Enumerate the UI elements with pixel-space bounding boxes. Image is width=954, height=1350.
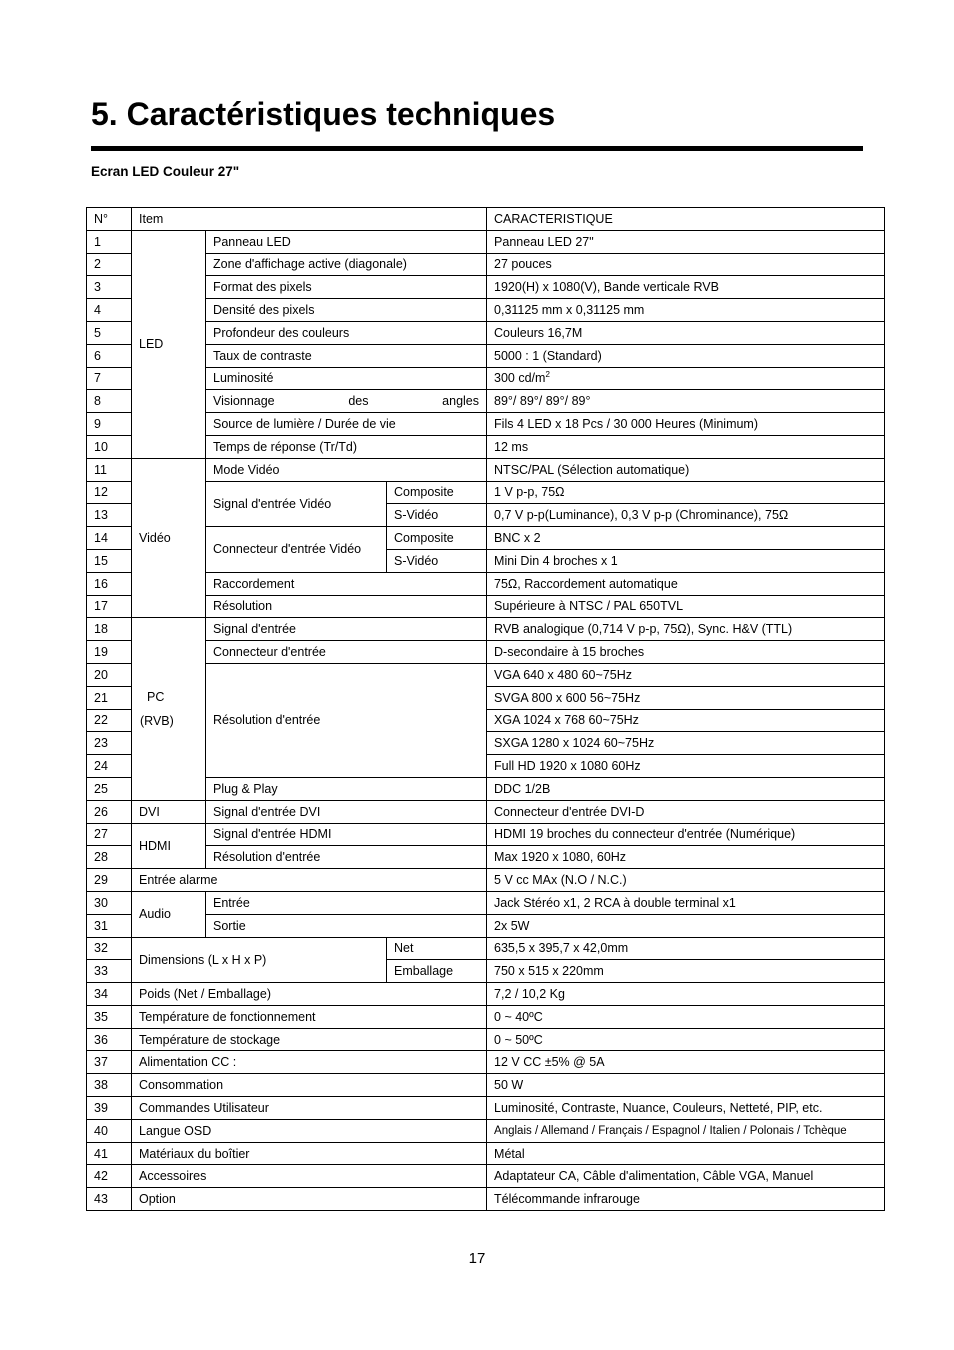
table-row [87,390,885,413]
row-number: 40 [87,1119,132,1142]
row-value: Couleurs 16,7M [487,321,885,344]
row-number: 9 [87,413,132,436]
table-row [87,869,885,892]
row-value [487,367,885,390]
row-number: 15 [87,549,132,572]
luminosite-exponent: 2 [545,370,550,380]
row-value: SVGA 800 x 600 56~75Hz [487,686,885,709]
row-value: 50 W [487,1074,885,1097]
row-value: Luminosité, Contraste, Nuance, Couleurs, Netteté, PIP, etc. [487,1097,885,1120]
row-subitem: S-Vidéo [387,504,487,527]
row-item: Raccordement [206,572,487,595]
row-number: 10 [87,435,132,458]
row-value: Max 1920 x 1080, 60Hz [487,846,885,869]
row-number: 11 [87,458,132,481]
luminosite-value: 300 cd/m [494,371,546,386]
pc-label [139,685,198,733]
product-subtitle: Ecran LED Couleur 27" [91,164,240,179]
row-item: Température de fonctionnement [132,1005,487,1028]
row-item: Alimentation CC : [132,1051,487,1074]
row-number: 32 [87,937,132,960]
table-row [87,1097,885,1120]
row-value: NTSC/PAL (Sélection automatique) [487,458,885,481]
row-value: BNC x 2 [487,527,885,550]
row-item: Résolution d'entrée [206,846,487,869]
row-number: 31 [87,914,132,937]
row-number: 24 [87,755,132,778]
group-dimensions: Dimensions (L x H x P) [132,937,387,983]
table-row [87,823,885,846]
row-value: 1 V p-p, 75Ω [487,481,885,504]
row-number: 17 [87,595,132,618]
page-title: 5. Caractéristiques techniques [91,96,556,132]
row-value: D-secondaire à 15 broches [487,641,885,664]
row-item: Densité des pixels [206,299,487,322]
row-item: Option [132,1188,487,1211]
table-row [87,1165,885,1188]
table-row [87,1051,885,1074]
row-item: Matériaux du boîtier [132,1142,487,1165]
table-row [87,983,885,1006]
table-row [87,367,885,390]
row-number: 8 [87,390,132,413]
row-number: 28 [87,846,132,869]
row-number: 13 [87,504,132,527]
table-row [87,435,885,458]
row-item: Plug & Play [206,777,487,800]
row-item: Langue OSD [132,1119,487,1142]
group-resolution-pc: Résolution d'entrée [206,663,487,777]
row-item: Température de stockage [132,1028,487,1051]
table-row [87,1074,885,1097]
header-spec: CARACTERISTIQUE [487,208,885,231]
row-value: VGA 640 x 480 60~75Hz [487,663,885,686]
table-row [87,641,885,664]
table-row [87,618,885,641]
row-value: DDC 1/2B [487,777,885,800]
row-item: Mode Vidéo [206,458,487,481]
table-row [87,253,885,276]
table-row [87,1028,885,1051]
row-item: Format des pixels [206,276,487,299]
row-item: Source de lumière / Durée de vie [206,413,487,436]
row-item: Profondeur des couleurs [206,321,487,344]
group-signal-video: Signal d'entrée Vidéo [206,481,387,527]
row-value: HDMI 19 broches du connecteur d'entrée (Numérique) [487,823,885,846]
row-item: Panneau LED [206,230,487,253]
pc-label-line-1: PC [147,690,165,705]
table-row [87,663,885,686]
group-video: Vidéo [132,458,206,618]
page-number: 17 [468,1250,486,1267]
row-value: XGA 1024 x 768 60~75Hz [487,709,885,732]
table-row [87,458,885,481]
table-row [87,572,885,595]
row-value: SXGA 1280 x 1024 60~75Hz [487,732,885,755]
table-row [87,481,885,504]
row-value: 27 pouces [487,253,885,276]
row-item: Sortie [206,914,487,937]
row-number: 1 [87,230,132,253]
row-value: RVB analogique (0,714 V p-p, 75Ω), Sync. H&V (TTL) [487,618,885,641]
row-value: Supérieure à NTSC / PAL 650TVL [487,595,885,618]
row-subitem: Emballage [387,960,487,983]
row-number: 37 [87,1051,132,1074]
table-row [87,800,885,823]
row-item: Signal d'entrée DVI [206,800,487,823]
table-header-row [87,208,885,231]
table-row [87,595,885,618]
row-number: 43 [87,1188,132,1211]
visionnage-label [213,394,479,408]
visionnage-word-2: des [348,394,369,409]
row-value: 2x 5W [487,914,885,937]
row-item: Résolution [206,595,487,618]
row-item: Temps de réponse (Tr/Td) [206,435,487,458]
row-number: 19 [87,641,132,664]
row-number: 42 [87,1165,132,1188]
table-row [87,891,885,914]
row-item: Signal d'entrée [206,618,487,641]
row-value: Full HD 1920 x 1080 60Hz [487,755,885,778]
pc-label-line-2: (RVB) [140,714,174,729]
row-item: Luminosité [206,367,487,390]
row-value: 7,2 / 10,2 Kg [487,983,885,1006]
group-led: LED [132,230,206,458]
row-number: 7 [87,367,132,390]
row-value: Adaptateur CA, Câble d'alimentation, Câble VGA, Manuel [487,1165,885,1188]
row-number: 35 [87,1005,132,1028]
row-value: 0 ~ 50ºC [487,1028,885,1051]
row-item: Signal d'entrée HDMI [206,823,487,846]
row-number: 2 [87,253,132,276]
row-value: 0,7 V p-p(Luminance), 0,3 V p-p (Chrominance), 75Ω [487,504,885,527]
table-row [87,777,885,800]
row-value: Fils 4 LED x 18 Pcs / 30 000 Heures (Minimum) [487,413,885,436]
visionnage-word-1: Visionnage [213,394,275,409]
row-value: 89°/ 89°/ 89°/ 89° [487,390,885,413]
row-number: 36 [87,1028,132,1051]
row-item: Zone d'affichage active (diagonale) [206,253,487,276]
row-number: 3 [87,276,132,299]
row-item: Entrée alarme [132,869,487,892]
header-num: N° [87,208,132,231]
row-number: 18 [87,618,132,641]
row-value: 5000 : 1 (Standard) [487,344,885,367]
table-row [87,1188,885,1211]
row-value: 0 ~ 40ºC [487,1005,885,1028]
title-rule [91,146,863,151]
row-number: 4 [87,299,132,322]
table-row [87,846,885,869]
row-number: 25 [87,777,132,800]
table-row [87,321,885,344]
row-subitem: Composite [387,481,487,504]
row-item: Accessoires [132,1165,487,1188]
row-number: 34 [87,983,132,1006]
table-row [87,276,885,299]
row-value: Anglais / Allemand / Français / Espagnol / Italien / Polonais / Tchèque [487,1119,885,1142]
header-item: Item [132,208,487,231]
row-number: 23 [87,732,132,755]
row-number: 33 [87,960,132,983]
row-number: 6 [87,344,132,367]
row-number: 20 [87,663,132,686]
row-value: Connecteur d'entrée DVI-D [487,800,885,823]
row-item: Commandes Utilisateur [132,1097,487,1120]
group-audio: Audio [132,891,206,937]
row-value: 12 V CC ±5% @ 5A [487,1051,885,1074]
table-row [87,1005,885,1028]
row-value: 750 x 515 x 220mm [487,960,885,983]
row-subitem: Net [387,937,487,960]
row-subitem: Composite [387,527,487,550]
row-item: Taux de contraste [206,344,487,367]
table-row [87,1119,885,1142]
row-value: 75Ω, Raccordement automatique [487,572,885,595]
row-value: Mini Din 4 broches x 1 [487,549,885,572]
table-row [87,1142,885,1165]
row-number: 27 [87,823,132,846]
table-row [87,299,885,322]
row-item: Poids (Net / Emballage) [132,983,487,1006]
table-row [87,914,885,937]
table-row [87,344,885,367]
group-hdmi: HDMI [132,823,206,869]
table-row [87,937,885,960]
row-number: 30 [87,891,132,914]
row-number: 39 [87,1097,132,1120]
row-value: 635,5 x 395,7 x 42,0mm [487,937,885,960]
row-value: Panneau LED 27" [487,230,885,253]
group-connecteur-video: Connecteur d'entrée Vidéo [206,527,387,573]
row-value: Télécommande infrarouge [487,1188,885,1211]
row-item: Entrée [206,891,487,914]
table-row [87,230,885,253]
row-number: 12 [87,481,132,504]
row-number: 26 [87,800,132,823]
group-dvi: DVI [132,800,206,823]
row-number: 29 [87,869,132,892]
row-number: 16 [87,572,132,595]
row-number: 21 [87,686,132,709]
row-value: 12 ms [487,435,885,458]
row-number: 38 [87,1074,132,1097]
row-value: Métal [487,1142,885,1165]
row-item [206,390,487,413]
row-value: 0,31125 mm x 0,31125 mm [487,299,885,322]
spec-table [86,207,885,1211]
group-pc [132,618,206,800]
row-number: 5 [87,321,132,344]
table-row [87,413,885,436]
row-item: Connecteur d'entrée [206,641,487,664]
row-value: Jack Stéréo x1, 2 RCA à double terminal x1 [487,891,885,914]
row-item: Consommation [132,1074,487,1097]
row-value: 1920(H) x 1080(V), Bande verticale RVB [487,276,885,299]
table-row [87,527,885,550]
row-value: 5 V cc MAx (N.O / N.C.) [487,869,885,892]
row-number: 41 [87,1142,132,1165]
row-number: 22 [87,709,132,732]
row-number: 14 [87,527,132,550]
visionnage-word-3: angles [442,394,480,409]
row-subitem: S-Vidéo [387,549,487,572]
